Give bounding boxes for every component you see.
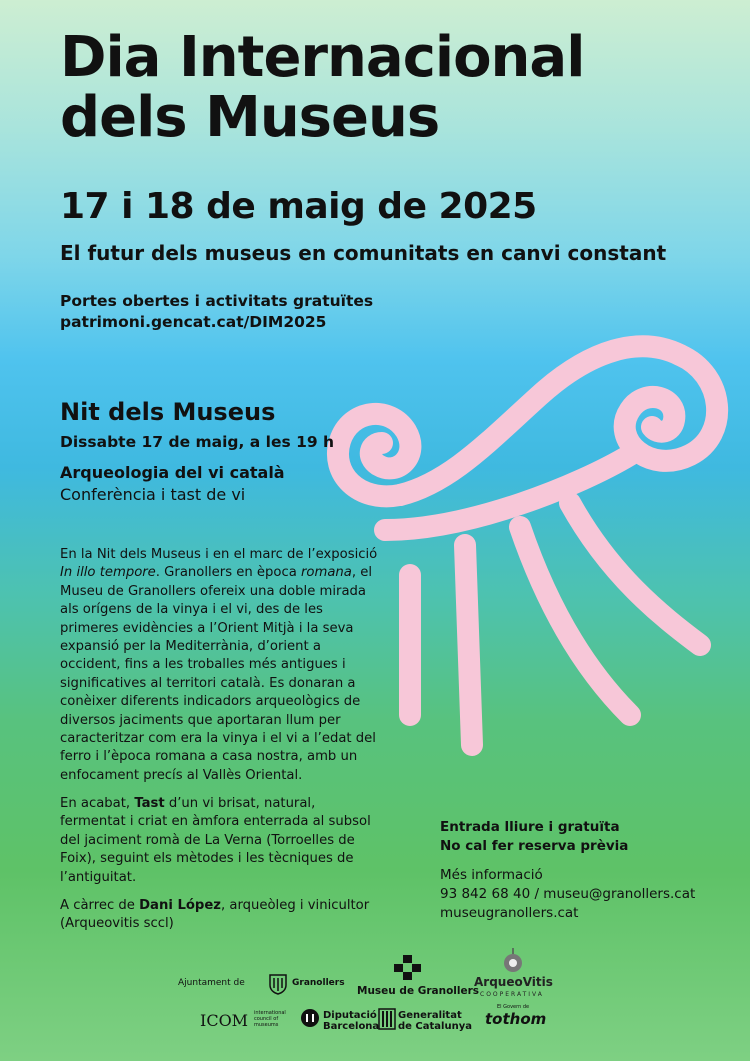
p1-text-c: , el Museu de Granollers ofereix una doble mirada als orígens de la vinya i el vi, des de les primeres evidències a l’Orient Mitjà i la seva expansió per la Mediterrània, d’orient a occident, fins a les troballes més antigues i significatives al territori català. Es donaran a conèixer diferents indicadors arqueològics de diversos jaciments que aportaran llum per caracteritzar com era la vinya i el vi a l’edat del ferro i l’època romana a casa nostra, amb un enfocament precís al Vallès Oriental. — [60, 565, 376, 783]
diputacio-line-2: Barcelona — [323, 1021, 380, 1032]
page-title — [60, 25, 585, 150]
event-datetime: Dissabte 17 de maig, a les 19 h — [60, 433, 335, 451]
granollers-shield-icon — [268, 973, 288, 995]
ajuntament-label: Ajuntament de — [178, 978, 245, 988]
p2-text-b: d’un vi brisat, natural, fermentat i criat en àmfora enterrada al subsol del jaciment romà de La Verna (Torroelles de Foix), seguint els mètodes i les tècniques de l’antiguitat. — [60, 796, 371, 885]
open-doors-info — [60, 291, 373, 333]
govern-label: El Govern de — [497, 1004, 530, 1010]
entry-info — [440, 818, 628, 856]
museu-checker-icon — [393, 955, 423, 981]
diputacio-line-1: Diputació — [323, 1010, 377, 1021]
diputacio-icon — [300, 1008, 320, 1028]
theme-subtitle: El futur dels museus en comunitats en canvi constant — [60, 241, 667, 265]
title-line-2: dels Museus — [60, 85, 440, 150]
p3-text-a: A càrrec de — [60, 898, 140, 913]
description-paragraph-3 — [60, 897, 380, 934]
description-paragraph-2 — [60, 795, 380, 887]
icom-logo: ICOM — [200, 1011, 249, 1030]
open-doors-text: Portes obertes i activitats gratuïtes — [60, 292, 374, 310]
title-line-1: Dia Internacional — [60, 25, 585, 90]
p2-text-a: En acabat, — [60, 796, 135, 811]
granollers-label: Granollers — [292, 978, 345, 988]
generalitat-label — [398, 1010, 472, 1032]
event-type: Conferència i tast de vi — [60, 485, 246, 504]
event-title: Nit dels Museus — [60, 398, 276, 426]
no-reservation: No cal fer reserva prèvia — [440, 838, 629, 854]
speaker-name: Dani López — [139, 898, 221, 913]
diputacio-label — [323, 1010, 379, 1032]
exhibition-title: In illo tempore — [60, 565, 156, 581]
free-entry: Entrada lliure i gratuïta — [440, 819, 620, 835]
tast-bold: Tast — [134, 796, 165, 811]
generalitat-line-1: Generalitat — [398, 1010, 462, 1021]
generalitat-icon — [378, 1008, 396, 1030]
icom-subtitle: international council of museums — [254, 1010, 286, 1028]
contact-label: Més informació — [440, 867, 543, 883]
p1-italic-romana: romana — [301, 565, 352, 581]
p1-text-b: . Granollers en època — [155, 565, 301, 581]
contact-web[interactable]: museugranollers.cat — [440, 905, 579, 921]
p1-text-a: En la Nit dels Museus i en el marc de l’exposició — [60, 547, 378, 562]
cooperativa-label: COOPERATIVA — [480, 991, 544, 998]
web-link[interactable]: patrimoni.gencat.cat/DIM2025 — [60, 313, 327, 331]
generalitat-line-2: de Catalunya — [398, 1021, 472, 1032]
tothom-logo: tothom — [485, 1010, 547, 1028]
contact-phone-email[interactable]: 93 842 68 40 / museu@granollers.cat — [440, 886, 696, 902]
museu-label: Museu de Granollers — [357, 985, 480, 997]
event-name: Arqueologia del vi català — [60, 463, 285, 482]
event-dates: 17 i 18 de maig de 2025 — [60, 186, 537, 227]
p3-text-b: , arqueòleg i vinicultor (Arqueovitis sccl) — [60, 898, 370, 932]
amphora-icon — [502, 948, 524, 974]
contact-info — [440, 866, 695, 923]
description-paragraph-1 — [60, 546, 380, 785]
arqueovitis-label: ArqueoVitis — [474, 975, 553, 989]
